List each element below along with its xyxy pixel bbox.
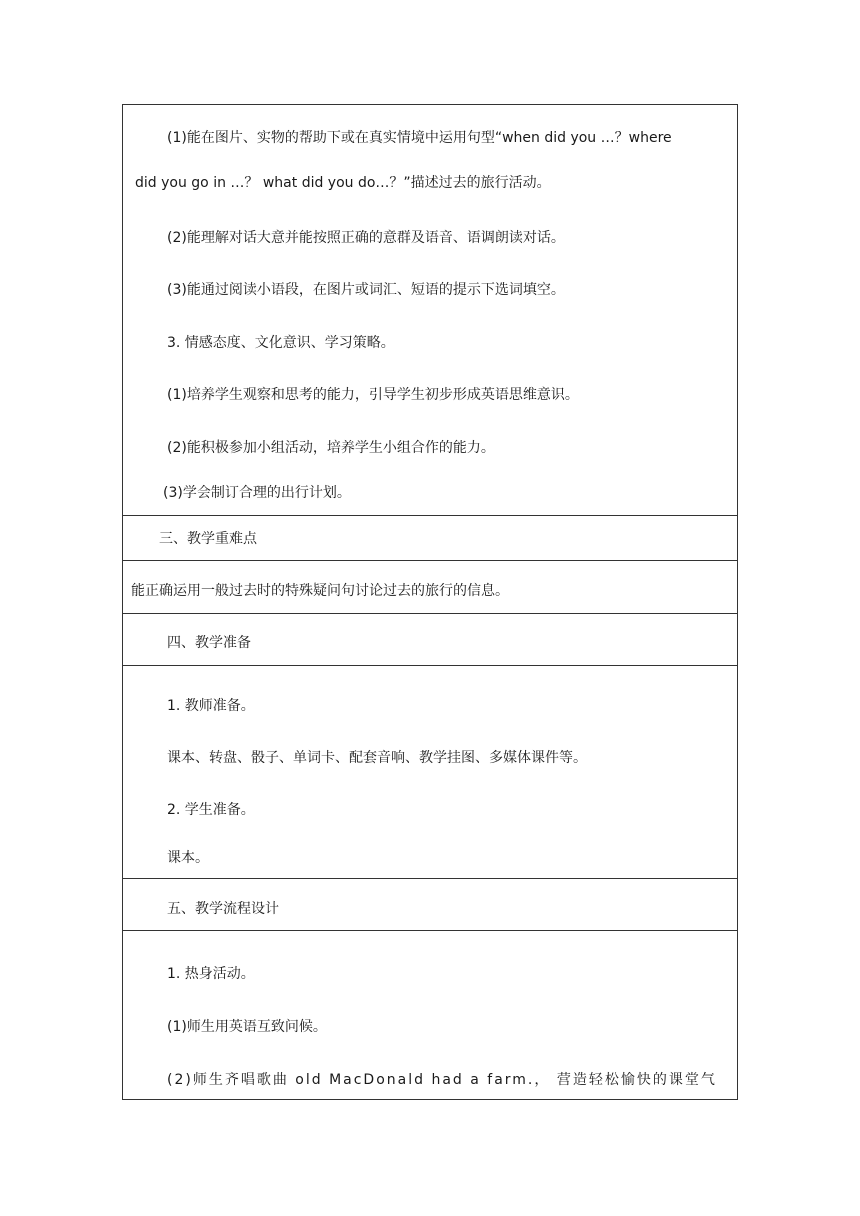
preparation-heading: 四、教学准备 <box>167 635 251 651</box>
objective-affective-item-2: (2)能积极参加小组活动，培养学生小组合作的能力。 <box>167 440 495 456</box>
warmup-item-1: (1)师生用英语互致问候。 <box>167 1019 327 1035</box>
row-divider <box>123 930 737 931</box>
objective-affective-item-3: (3)学会制订合理的出行计划。 <box>163 485 351 501</box>
key-points-heading: 三、教学重难点 <box>159 531 257 547</box>
student-preparation-heading: 2. 学生准备。 <box>167 802 255 818</box>
row-divider <box>123 613 737 614</box>
objective-skill-item-1-line-2: did you go in …？ what did you do…？”描述过去的旅行活动。 <box>135 175 551 191</box>
warmup-item-2: (2)师生齐唱歌曲 old MacDonald had a farm.， 营造轻松愉快的课堂气 <box>167 1072 717 1088</box>
row-divider <box>123 515 737 516</box>
objective-affective-item-1: (1)培养学生观察和思考的能力，引导学生初步形成英语思维意识。 <box>167 387 579 403</box>
warmup-heading: 1. 热身活动。 <box>167 966 255 982</box>
student-preparation-items: 课本。 <box>167 850 209 866</box>
objective-affective-heading: 3. 情感态度、文化意识、学习策略。 <box>167 335 395 351</box>
process-heading: 五、教学流程设计 <box>167 901 279 917</box>
row-divider <box>123 560 737 561</box>
row-divider <box>123 665 737 666</box>
lesson-plan-table <box>122 104 738 1100</box>
key-points-content: 能正确运用一般过去时的特殊疑问句讨论过去的旅行的信息。 <box>131 583 509 599</box>
row-divider <box>123 878 737 879</box>
objective-skill-item-2: (2)能理解对话大意并能按照正确的意群及语音、语调朗读对话。 <box>167 230 565 246</box>
objective-skill-item-3: (3)能通过阅读小语段，在图片或词汇、短语的提示下选词填空。 <box>167 282 565 298</box>
teacher-preparation-items: 课本、转盘、骰子、单词卡、配套音响、教学挂图、多媒体课件等。 <box>167 750 587 766</box>
teacher-preparation-heading: 1. 教师准备。 <box>167 698 255 714</box>
objective-skill-item-1-line-1: (1)能在图片、实物的帮助下或在真实情境中运用句型“when did you …？where <box>167 130 672 146</box>
